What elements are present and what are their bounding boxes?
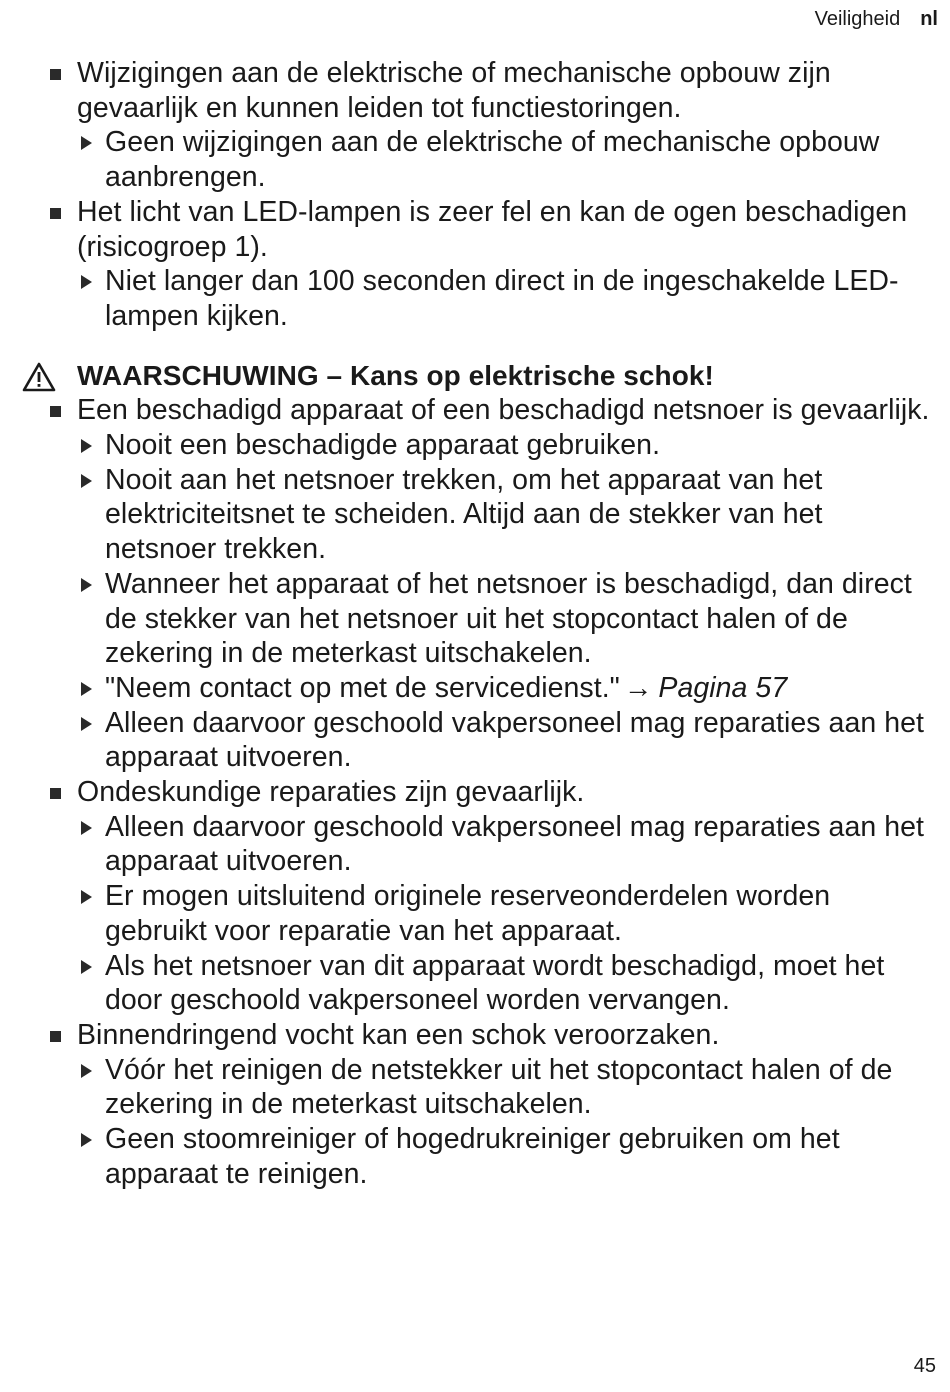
hazard-item: Het licht van LED-lampen is zeer fel en kan de ogen beschadigen (risicogroep 1). (0, 195, 935, 264)
instruction-item: Nooit aan het netsnoer trekken, om het apparaat van het elektriciteitsnet te scheiden. Altijd aan de stekker van het netsnoer trekken. (0, 463, 935, 567)
instruction-item: Vóór het reinigen de netstekker uit het stopcontact halen of de zekering in de meterkast uitschakelen. (0, 1053, 935, 1122)
instruction-item: Alleen daarvoor geschoold vakpersoneel mag reparaties aan het apparaat uitvoeren. (0, 810, 935, 879)
instruction-item: Niet langer dan 100 seconden direct in de ingeschakelde LED-lampen kijken. (0, 264, 935, 333)
instruction-item: Wanneer het apparaat of het netsnoer is beschadigd, dan direct de stekker van het netsnoer uit het stopcontact halen of de zekering in de meterkast uitschakelen. (0, 567, 935, 671)
instruction-item: Nooit een beschadigde apparaat gebruiken. (0, 428, 935, 463)
warning-triangle-icon (22, 362, 56, 392)
instruction-item: Er mogen uitsluitend originele reserveonderdelen worden gebruikt voor reparatie van het apparaat. (0, 879, 935, 948)
instruction-item: Geen stoomreiniger of hogedrukreiniger gebruiken om het apparaat te reinigen. (0, 1122, 935, 1191)
hazard-item: Wijzigingen aan de elektrische of mechanische opbouw zijn gevaarlijk en kunnen leiden tot functiestoringen. (0, 56, 935, 125)
warning-title: WAARSCHUWING – Kans op elektrische schok! (77, 359, 714, 391)
page-header (815, 8, 938, 31)
instruction-item (0, 671, 935, 706)
instruction-text: "Neem contact op met de servicedienst." (105, 671, 620, 704)
warning-heading (0, 359, 935, 394)
instruction-item: Als het netsnoer van dit apparaat wordt beschadigd, moet het door geschoold vakpersoneel worden vervangen. (0, 949, 935, 1018)
hazard-item: Ondeskundige reparaties zijn gevaarlijk. (0, 775, 935, 810)
page-number: 45 (913, 1355, 936, 1377)
instruction-item: Alleen daarvoor geschoold vakpersoneel mag reparaties aan het apparaat uitvoeren. (0, 706, 935, 775)
safety-content (0, 56, 935, 1192)
hazard-item: Binnendringend vocht kan een schok veroorzaken. (0, 1018, 935, 1053)
language-code: nl (920, 8, 938, 30)
hazard-item: Een beschadigd apparaat of een beschadigd netsnoer is gevaarlijk. (0, 393, 935, 428)
instruction-item: Geen wijzigingen aan de elektrische of mechanische opbouw aanbrengen. (0, 125, 935, 194)
arrow-right-icon: → (623, 671, 653, 704)
section-title: Veiligheid (814, 8, 901, 30)
page-reference-link[interactable]: Pagina 57 (658, 671, 788, 704)
